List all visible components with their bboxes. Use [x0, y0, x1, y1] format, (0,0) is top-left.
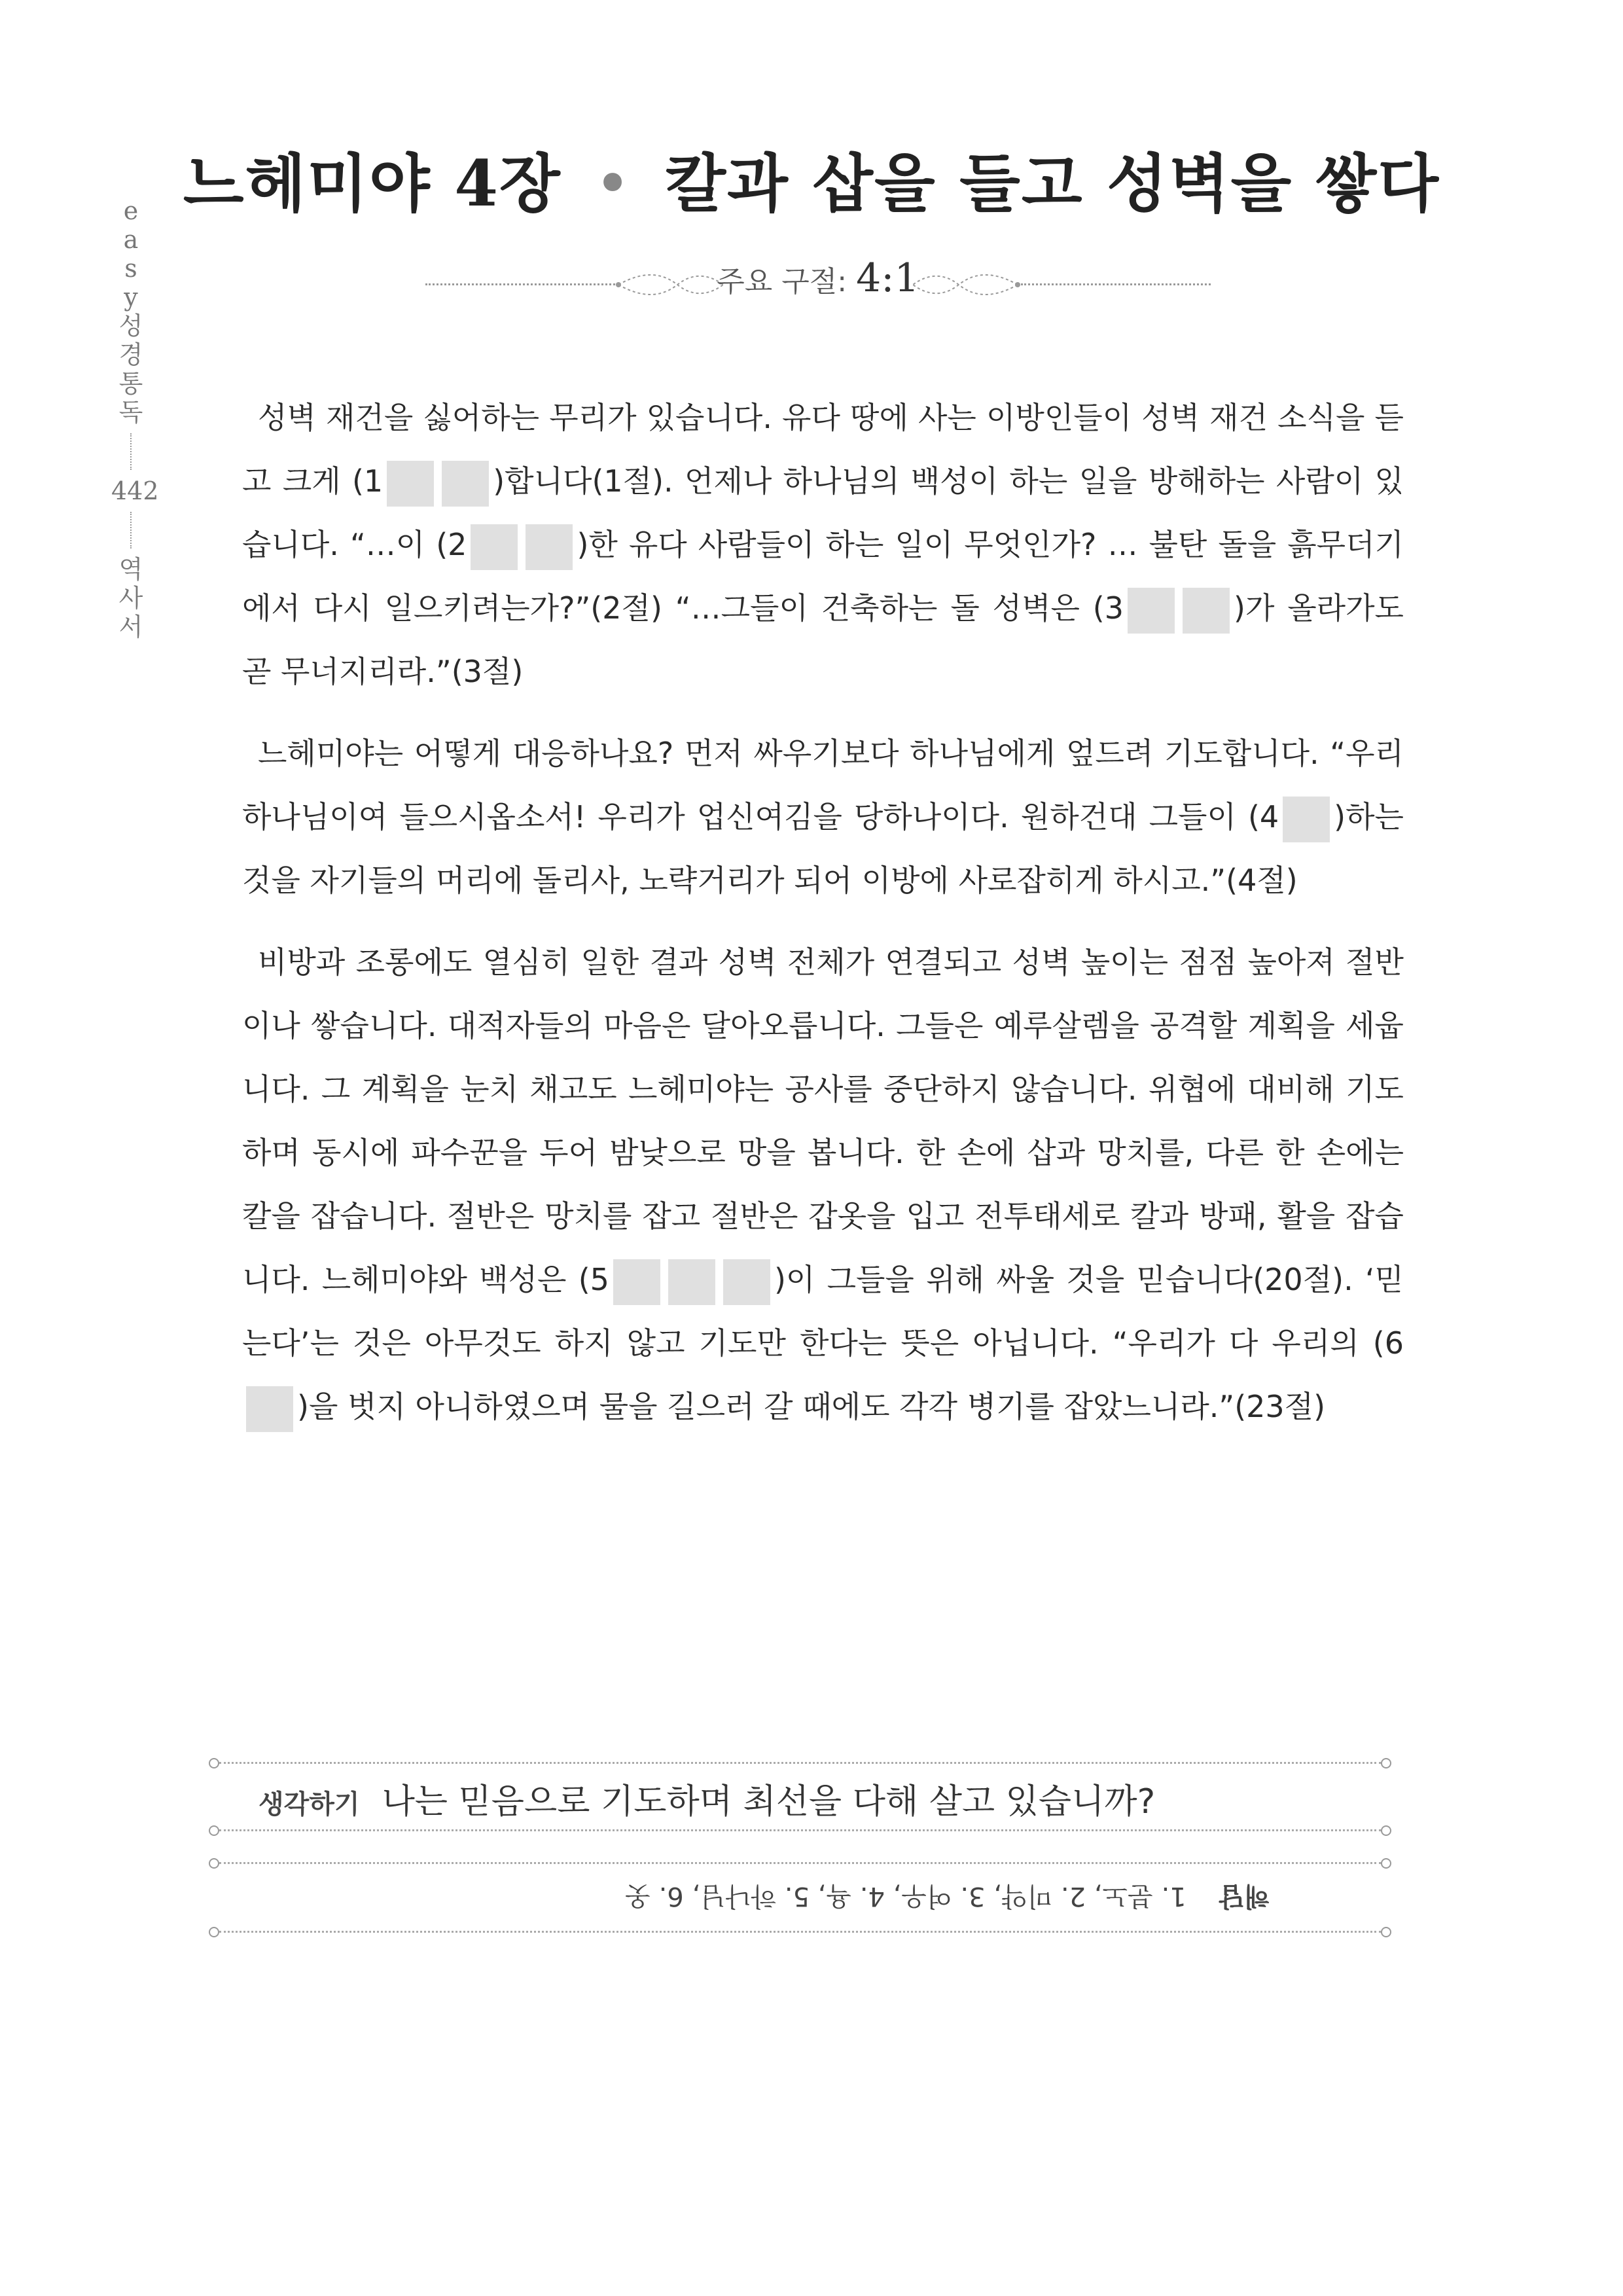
- paragraph-text: 성벽 재건을 싫어하는 무리가 있습니다. 유다 땅에 사는 이방인들이 성벽 재건 소식을 듣고 크게 (1: [242, 400, 1404, 499]
- paragraph-text: )가 올라가도 곧 무너지리라.”(3절): [242, 590, 1404, 689]
- series-korean-char: 독: [118, 398, 143, 427]
- paragraph-text: )하는 것을 자기들의 머리에 돌리사, 노략거리가 되어 이방에 사로잡히게 하시고.”(4절): [242, 799, 1404, 898]
- section-char: 역: [118, 555, 143, 584]
- answer-blank: [1128, 588, 1175, 634]
- reflection-divider-top: [219, 1762, 1381, 1764]
- paragraph: [242, 931, 1404, 1439]
- answer-blank: [1183, 588, 1230, 634]
- answer-blank: [442, 461, 489, 507]
- answer-key-upside-down: [576, 1880, 1270, 1917]
- paragraph-text: )이 그들을 위해 싸울 것을 믿습니다(20절). ‘믿는다’는 것은 아무것도 하지 않고 기도만 한다는 뜻은 아닙니다. “우리가 다 우리의 (6: [242, 1262, 1404, 1361]
- key-verse-prefix: 주요 구절:: [717, 265, 847, 298]
- series-letter: s: [124, 254, 137, 283]
- chapter-title-main: 느헤미야 4장: [183, 147, 562, 221]
- series-korean-char: 경: [118, 340, 143, 369]
- answer-label: 해답: [1219, 1881, 1270, 1911]
- paragraph-text: 비방과 조롱에도 열심히 일한 결과 성벽 전체가 연결되고 성벽 높이는 점점 높아져 절반이나 쌓습니다. 대적자들의 마음은 달아오릅니다. 그들은 예루살렘을 공격할 계획을 세웁니다. 그 계획을 눈치 채고도 느헤미야는 공사를 중단하지 않습니다. 위협에 대비해 기도하며 동시에 파수꾼을 두어 밤낮으로 망을 봅니다. 한 손에 삽과 망치를, 다른 한 손에는 칼을 잡습니다. 절반은 망치를 잡고 절반은 갑옷을 입고 전투태세로 칼과 방패, 활을 잡습니다. 느헤미야와 백성은 (5: [242, 944, 1404, 1297]
- answer-divider-bottom: [219, 1931, 1381, 1933]
- reflection-divider-bottom: [219, 1829, 1381, 1831]
- side-divider: [130, 512, 132, 548]
- flourish-ornament-right-icon: [910, 268, 1021, 301]
- paragraph: [242, 722, 1404, 912]
- paragraph-text: )을 벗지 아니하였으며 물을 길으러 갈 때에도 각각 병기를 잡았느니라.”(23절): [297, 1389, 1326, 1424]
- paragraph: [242, 386, 1404, 704]
- side-divider: [130, 433, 132, 470]
- body-text: [242, 386, 1404, 1457]
- key-verse-reference: 4:1: [856, 255, 919, 301]
- paragraph-text: 느헤미야는 어떻게 대응하나요? 먼저 싸우기보다 하나님에게 엎드려 기도합니다. “우리 하나님이여 들으시옵소서! 우리가 업신여김을 당하나이다. 원하건대 그들이 (4: [242, 736, 1404, 834]
- section-char: 서: [118, 613, 143, 641]
- reflection-question: 나는 믿음으로 기도하며 최선을 다해 살고 있습니까?: [382, 1782, 1156, 1821]
- series-korean-char: 통: [118, 369, 143, 398]
- series-letter: y: [124, 283, 138, 312]
- answer-blank: [668, 1259, 715, 1305]
- paragraph-text: )한 유다 사람들이 하는 일이 무엇인가? … 불탄 돌을 흙무더기에서 다시 일으키려는가?”(2절) “…그들이 건축하는 돌 성벽은 (3: [242, 527, 1404, 626]
- answer-blank: [723, 1259, 770, 1305]
- key-verse-dotted-line-right: [1021, 283, 1211, 285]
- answer-blank: [471, 524, 518, 570]
- side-running-head: [111, 196, 159, 641]
- series-letter: a: [123, 225, 139, 254]
- answer-divider-top: [219, 1862, 1381, 1864]
- chapter-title: [0, 134, 1623, 224]
- answer-blank: [1283, 797, 1330, 842]
- reflection-label: 생각하기: [259, 1789, 360, 1820]
- series-korean-char: 성: [118, 312, 143, 340]
- answer-blank: [246, 1386, 293, 1432]
- page-number: 442: [111, 476, 159, 505]
- reflection-box: [259, 1774, 1155, 1823]
- series-letter: e: [123, 196, 139, 225]
- section-char: 사: [118, 584, 143, 613]
- key-verse-label: [419, 255, 1217, 301]
- key-verse: [419, 255, 1217, 314]
- answer-blank: [526, 524, 573, 570]
- paragraph-text: )합니다(1절). 언제나 하나님의 백성이 하는 일을 방해하는 사람이 있습니다. “…이 (2: [242, 463, 1404, 562]
- answer-text: 1. 분노, 2. 미약, 3. 여우, 4. 욕, 5. 하나님, 6. 옷: [625, 1881, 1186, 1911]
- answer-blank: [613, 1259, 660, 1305]
- chapter-title-sub: 칼과 삽을 들고 성벽을 쌓다: [665, 147, 1440, 221]
- answer-blank: [387, 461, 434, 507]
- title-separator-dot: •: [594, 147, 633, 221]
